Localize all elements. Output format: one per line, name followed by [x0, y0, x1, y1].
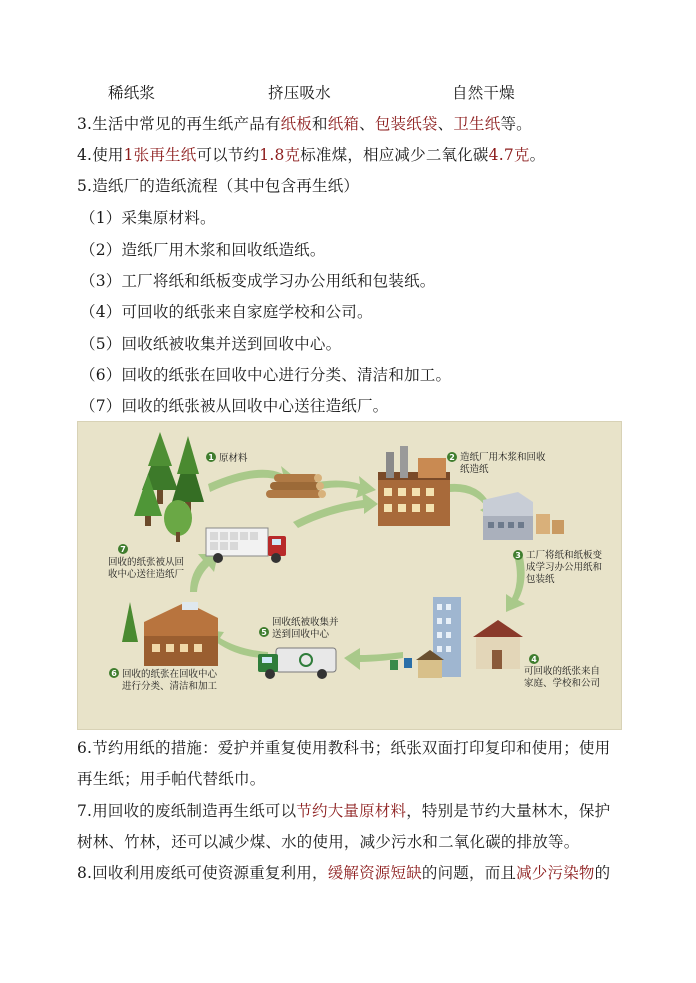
label-step-5-line-2: 送到回收中心	[272, 629, 330, 640]
highlight-text: 纸板	[280, 115, 312, 133]
svg-text:7: 7	[120, 545, 126, 554]
flow-step-5	[80, 334, 341, 354]
highlight-text: 卫生纸	[453, 115, 501, 133]
item-6-save-paper-cont	[77, 769, 265, 789]
label-step-3-line-2: 成学习办公用纸和	[526, 562, 603, 573]
body-text: ，特别是节约大量林木，保护	[406, 802, 611, 820]
step-press-water: 挤压吸水	[268, 84, 331, 102]
label-step-7-line-1: 回收的纸张被从回	[108, 557, 185, 568]
body-text: 标准煤，相应减少二氧化碳	[300, 146, 489, 164]
log-pile	[266, 474, 326, 498]
highlight-text: 缓解资源短缺	[327, 864, 422, 882]
label-step-3-line-3: 包装纸	[526, 574, 555, 585]
body-text: （7）回收的纸张被从回收中心送往造纸厂。	[80, 397, 389, 415]
svg-text:1: 1	[208, 453, 214, 462]
label-step-3-line-1: 工厂将纸和纸板变	[526, 550, 603, 561]
item-5-title	[77, 176, 359, 196]
body-text: 树林、竹林，还可以减少煤、水的使用，减少污水和二氧化碳的排放等。	[77, 833, 580, 851]
body-text: 。	[529, 146, 546, 164]
flow-step-7	[80, 396, 388, 416]
body-text: 的	[594, 864, 611, 882]
highlight-text: 1.8克	[259, 146, 301, 164]
body-text: 、	[359, 115, 375, 133]
svg-text:6: 6	[111, 669, 117, 678]
highlight-text: 4.7克	[488, 146, 530, 164]
body-text: 可以节约	[196, 146, 260, 164]
label-step-2-line-2: 纸造纸	[460, 464, 489, 475]
flow-step-6	[80, 365, 451, 385]
body-text: （1）采集原材料。	[80, 209, 216, 227]
highlight-text: 减少污染物	[516, 864, 595, 882]
item-6-save-paper	[77, 738, 610, 758]
flow-step-4	[80, 302, 373, 322]
step-air-dry: 自然干燥	[452, 84, 515, 102]
body-text: （6）回收的纸张在回收中心进行分类、清洁和加工。	[80, 366, 452, 384]
label-step-4-line-1: 可回收的纸张来自	[524, 666, 601, 677]
highlight-text: 包装纸袋	[374, 115, 438, 133]
label-step-5-line-1: 回收纸被收集并	[272, 617, 339, 628]
body-text: （3）工厂将纸和纸板变成学习办公用纸和包装纸。	[80, 272, 436, 290]
highlight-text: 节约大量原材料	[296, 802, 407, 820]
item-8-reuse	[77, 863, 610, 883]
body-text: （5）回收纸被收集并送到回收中心。	[80, 335, 342, 353]
flow-step-1	[80, 208, 216, 228]
body-text: 5.造纸厂的造纸流程（其中包含再生纸）	[77, 177, 360, 195]
item-7-benefits-cont	[77, 832, 579, 852]
highlight-text: 1张再生纸	[123, 146, 197, 164]
body-text: 、	[437, 115, 454, 133]
paper-recycling-diagram	[77, 421, 622, 730]
item-3-recycled-products	[77, 114, 532, 134]
item-4-savings	[77, 145, 545, 165]
svg-text:3: 3	[515, 551, 521, 560]
item-7-benefits	[77, 801, 610, 821]
svg-text:2: 2	[449, 453, 455, 462]
paper-process-steps	[0, 83, 696, 103]
label-step-6-line-1: 回收的纸张在回收中心	[122, 669, 218, 680]
body-text: 7.用回收的废纸制造再生纸可以	[77, 802, 297, 820]
body-text: 的问题，而且	[421, 864, 517, 882]
body-text: 再生纸；用手帕代替纸巾。	[77, 770, 266, 788]
highlight-text: 纸箱	[327, 115, 360, 133]
label-step-6-line-2: 进行分类、清洁和加工	[122, 681, 218, 692]
body-text: 8.回收利用废纸可使资源重复利用，	[77, 864, 328, 882]
body-text: 3.生活中常见的再生纸产品有	[77, 115, 281, 133]
body-text: 和	[312, 115, 328, 133]
label-step-2-line-1: 造纸厂用木浆和回收	[460, 452, 546, 463]
body-text: （4）可回收的纸张来自家庭学校和公司。	[80, 303, 373, 321]
flow-step-2	[80, 240, 326, 260]
body-text: 等。	[500, 115, 532, 133]
body-text: 6.节约用纸的措施：爱护并重复使用教科书；纸张双面打印复印和使用；使用	[77, 739, 611, 757]
step-thin-pulp: 稀纸浆	[108, 84, 156, 102]
flow-step-3	[80, 271, 435, 291]
svg-text:4: 4	[531, 655, 537, 664]
label-step-1: 原材料	[219, 453, 248, 464]
body-text: （2）造纸厂用木浆和回收纸造纸。	[80, 241, 326, 259]
diagram-canvas	[78, 422, 621, 729]
label-step-4-line-2: 家庭、学校和公司	[524, 678, 601, 689]
label-step-7-line-2: 收中心送往造纸厂	[108, 569, 185, 580]
body-text: 4.使用	[77, 146, 124, 164]
svg-text:5: 5	[261, 628, 267, 637]
